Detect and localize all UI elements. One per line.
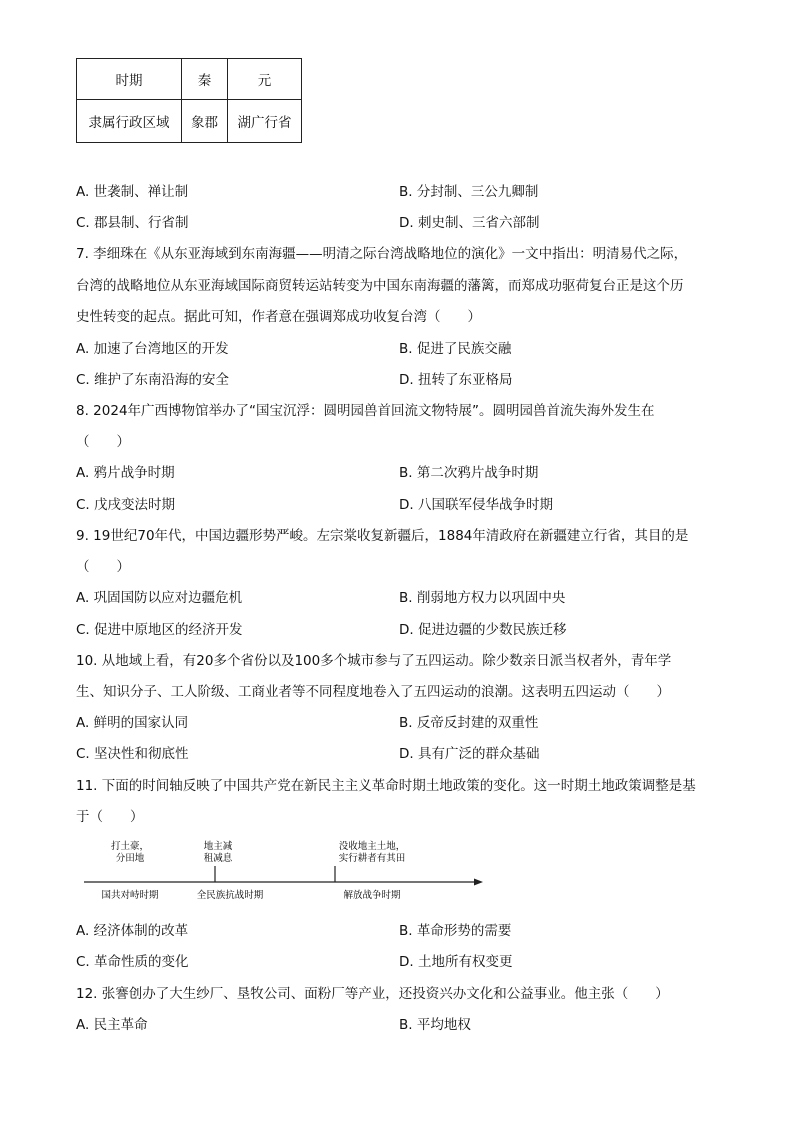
- q7-stem-line: 台湾的战略地位从东亚海域国际商贸转运站转变为中国东南海疆的藩篱，而郑成功驱荷复台正是这个历: [76, 278, 684, 294]
- timeline-policy-label: 分田地: [115, 853, 145, 864]
- q8-stem-line: （ ）: [76, 434, 130, 450]
- q10-stem-line: 生、知识分子、工人阶级、工商业者等不同程度地卷入了五四运动的浪潮。这表明五四运动（ ）: [76, 684, 670, 700]
- q11-stem-line: 于（ ）: [76, 809, 144, 825]
- q10-option-b: B. 反帝反封建的双重性: [399, 715, 539, 731]
- timeline-period-label: 解放战争时期: [343, 890, 401, 901]
- q7-stem-line: 史性转变的起点。据此可知，作者意在强调郑成功收复台湾（ ）: [76, 309, 481, 325]
- q8-stem-line: 8. 2024年广西博物馆举办了“国宝沉浮：圆明园兽首回流文物特展”。圆明园兽首流失海外发生在: [76, 403, 655, 419]
- q10-option-a: A. 鲜明的国家认同: [76, 715, 189, 731]
- q9-stem-line: （ ）: [76, 559, 130, 575]
- q8-option-c: C. 戊戌变法时期: [76, 497, 176, 513]
- admin-region-table: [76, 58, 302, 143]
- q9-stem-line: 9. 19世纪70年代，中国边疆形势严峻。左宗棠收复新疆后，1884年清政府在新疆建立行省，其目的是: [76, 528, 689, 544]
- q6-option-c: C. 郡县制、行省制: [76, 215, 189, 231]
- q7-option-a: A. 加速了台湾地区的开发: [76, 341, 229, 357]
- q6-option-b: B. 分封制、三公九卿制: [399, 184, 539, 200]
- table-cell: 隶属行政区域: [77, 100, 182, 143]
- timeline-policy-label: 地主减: [203, 841, 233, 852]
- table-cell: 元: [228, 59, 302, 100]
- timeline-policy-label: 打土豪，: [110, 841, 150, 852]
- q8-option-b: B. 第二次鸦片战争时期: [399, 465, 539, 481]
- q9-option-d: D. 促进边疆的少数民族迁移: [399, 622, 567, 638]
- land-policy-timeline: [80, 836, 490, 906]
- q7-stem-line: 7. 李细珠在《从东亚海域到东南海疆——明清之际台湾战略地位的演化》一文中指出：明清易代之际，: [76, 246, 688, 262]
- q9-option-c: C. 促进中原地区的经济开发: [76, 622, 243, 638]
- q6-option-a: A. 世袭制、禅让制: [76, 184, 189, 200]
- q12-option-a: A. 民主革命: [76, 1017, 148, 1033]
- q10-option-d: D. 具有广泛的群众基础: [399, 746, 540, 762]
- table-cell: 秦: [182, 59, 228, 100]
- timeline-arrow-icon: [474, 879, 483, 886]
- table-cell: 时期: [77, 59, 182, 100]
- q11-stem-line: 11. 下面的时间轴反映了中国共产党在新民主主义革命时期土地政策的变化。这一时期土地政策调整是基: [76, 778, 696, 794]
- q7-option-d: D. 扭转了东亚格局: [399, 372, 513, 388]
- q10-stem-line: 10. 从地域上看，有20多个省份以及100多个城市参与了五四运动。除少数亲日派当权者外，青年学: [76, 653, 672, 669]
- q11-option-c: C. 革命性质的变化: [76, 954, 189, 970]
- table-header-row: [77, 59, 302, 100]
- timeline-policy-label: 实行耕者有其田: [338, 853, 406, 864]
- q11-option-d: D. 土地所有权变更: [399, 954, 513, 970]
- table-cell: 湖广行省: [228, 100, 302, 143]
- q8-option-a: A. 鸦片战争时期: [76, 465, 175, 481]
- q11-option-a: A. 经济体制的改革: [76, 923, 189, 939]
- timeline-policy-label: 没收地主土地，: [338, 841, 406, 852]
- timeline-period-label: 国共对峙时期: [101, 890, 159, 901]
- q8-option-d: D. 八国联军侵华战争时期: [399, 497, 553, 513]
- q7-option-b: B. 促进了民族交融: [399, 341, 512, 357]
- q7-option-c: C. 维护了东南沿海的安全: [76, 372, 230, 388]
- timeline-period-label: 全民族抗战时期: [196, 890, 264, 901]
- q11-option-b: B. 革命形势的需要: [399, 923, 512, 939]
- q10-option-c: C. 坚决性和彻底性: [76, 746, 189, 762]
- q9-option-b: B. 削弱地方权力以巩固中央: [399, 590, 566, 606]
- table-row: [77, 100, 302, 143]
- q12-option-b: B. 平均地权: [399, 1017, 471, 1033]
- q9-option-a: A. 巩固国防以应对边疆危机: [76, 590, 243, 606]
- table-cell: 象郡: [182, 100, 228, 143]
- q12-stem-line: 12. 张謇创办了大生纱厂、垦牧公司、面粉厂等产业，还投资兴办文化和公益事业。他主张（ ）: [76, 986, 669, 1002]
- q6-option-d: D. 刺史制、三省六部制: [399, 215, 540, 231]
- timeline-policy-label: 租减息: [203, 853, 233, 864]
